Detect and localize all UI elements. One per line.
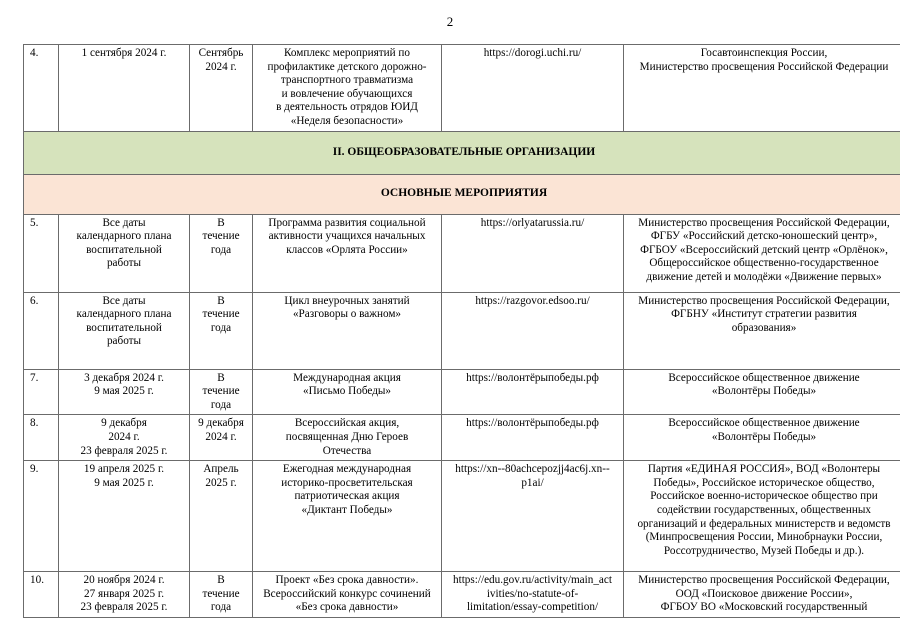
- event-link[interactable]: https://волонтёрыпобеды.рф: [466, 371, 599, 384]
- row-event-cell: Программа развития социальной активности учащихся начальных классов «Орлята России»: [253, 214, 442, 292]
- row-event-cell: Проект «Без срока давности». Всероссийский конкурс сочинений «Без срока давности»: [253, 572, 442, 618]
- row-link-cell: [442, 461, 624, 572]
- subsection-title: ОСНОВНЫЕ МЕРОПРИЯТИЯ: [24, 174, 900, 214]
- row-number-cell: 4.: [24, 45, 59, 132]
- row-dates-cell: 20 ноября 2024 г. 27 января 2025 г. 23 февраля 2025 г.: [59, 572, 190, 618]
- table-row: [24, 415, 900, 461]
- row-number-cell: 8.: [24, 415, 59, 461]
- row-number-cell: 7.: [24, 369, 59, 415]
- event-link[interactable]: https://dorogi.uchi.ru/: [483, 47, 582, 59]
- row-organizers-cell: Министерство просвещения Российской Федерации, ООД «Поисковое движение России», ФГБОУ ВО «Московский государственный: [624, 572, 900, 618]
- row-link-cell: [442, 292, 624, 369]
- event-link[interactable]: https://xn--80achcepozjj4ac6j.xn-- p1ai/: [455, 463, 610, 489]
- table-row: [24, 572, 900, 618]
- events-table: [23, 44, 900, 618]
- row-dates-cell: 1 сентября 2024 г.: [59, 45, 190, 132]
- row-organizers-cell: Всероссийское общественное движение «Волонтёры Победы»: [624, 415, 900, 461]
- subsection-header-row: [24, 174, 900, 214]
- row-link-cell: [442, 415, 624, 461]
- row-period-cell: 9 декабря 2024 г.: [190, 415, 253, 461]
- row-period-cell: В течение года: [190, 369, 253, 415]
- row-period-cell: Сентябрь 2024 г.: [190, 45, 253, 132]
- row-dates-cell: 3 декабря 2024 г. 9 мая 2025 г.: [59, 369, 190, 415]
- row-event-cell: Комплекс мероприятий по профилактике детского дорожно- транспортного травматизма и вовлечение обучающихся в деятельность отрядов ЮИД «Неделя безопасности»: [253, 45, 442, 132]
- row-link-cell: [442, 572, 624, 618]
- table-row: [24, 45, 900, 132]
- row-link-cell: [442, 369, 624, 415]
- event-link[interactable]: https://волонтёрыпобеды.рф: [466, 417, 599, 430]
- page-number: 2: [446, 14, 454, 29]
- row-organizers-cell: Всероссийское общественное движение «Волонтёры Победы»: [624, 369, 900, 415]
- row-organizers-cell: Госавтоинспекция России, Министерство просвещения Российской Федерации: [624, 45, 900, 132]
- table-row: [24, 369, 900, 415]
- row-number-cell: 9.: [24, 461, 59, 572]
- row-number-cell: 5.: [24, 214, 59, 292]
- row-period-cell: В течение года: [190, 214, 253, 292]
- row-organizers-cell: Министерство просвещения Российской Федерации, ФГБУ «Российский детско-юношеский центр», ФГБОУ «Всероссийский детский центр «Орлёнок», Общероссийское общественно-государственное движение детей и молодёжи «Движение первых»: [624, 214, 900, 292]
- section-header-row: [24, 131, 900, 174]
- row-number-cell: 10.: [24, 572, 59, 618]
- row-link-cell: [442, 214, 624, 292]
- table-row: [24, 461, 900, 572]
- row-link-cell: [442, 45, 624, 132]
- row-event-cell: Цикл внеурочных занятий «Разговоры о важном»: [253, 292, 442, 369]
- row-event-cell: Ежегодная международная историко-просветительская патриотическая акция «Диктант Победы»: [253, 461, 442, 572]
- event-link[interactable]: https://orlyatarussia.ru/: [480, 216, 585, 229]
- table-row: [24, 292, 900, 369]
- table-row: [24, 214, 900, 292]
- event-link[interactable]: https://razgovor.edsoo.ru/: [475, 294, 590, 307]
- row-organizers-cell: Партия «ЕДИНАЯ РОССИЯ», ВОД «Волонтеры Победы», Российское историческое общество, Российское военно-историческое общество при содействии государственных, общественных организаций и федеральных министерств и ведомств (Минпросвещения России, Минобрнауки России, Россотрудничество, Музей Победы и др.).: [624, 461, 900, 572]
- row-period-cell: Апрель 2025 г.: [190, 461, 253, 572]
- section-title: II. ОБЩЕОБРАЗОВАТЕЛЬНЫЕ ОРГАНИЗАЦИИ: [24, 131, 900, 174]
- event-link[interactable]: https://edu.gov.ru/activity/main_act ivities/no-statute-of- limitation/essay-competition/: [453, 574, 612, 614]
- row-period-cell: В течение года: [190, 572, 253, 618]
- row-dates-cell: Все даты календарного плана воспитательной работы: [59, 292, 190, 369]
- row-number-cell: 6.: [24, 292, 59, 369]
- row-dates-cell: 9 декабря 2024 г. 23 февраля 2025 г.: [59, 415, 190, 461]
- row-period-cell: В течение года: [190, 292, 253, 369]
- row-dates-cell: Все даты календарного плана воспитательной работы: [59, 214, 190, 292]
- row-event-cell: Международная акция «Письмо Победы»: [253, 369, 442, 415]
- row-organizers-cell: Министерство просвещения Российской Федерации, ФГБНУ «Институт стратегии развития образования»: [624, 292, 900, 369]
- row-event-cell: Всероссийская акция, посвященная Дню Героев Отечества: [253, 415, 442, 461]
- row-dates-cell: 19 апреля 2025 г. 9 мая 2025 г.: [59, 461, 190, 572]
